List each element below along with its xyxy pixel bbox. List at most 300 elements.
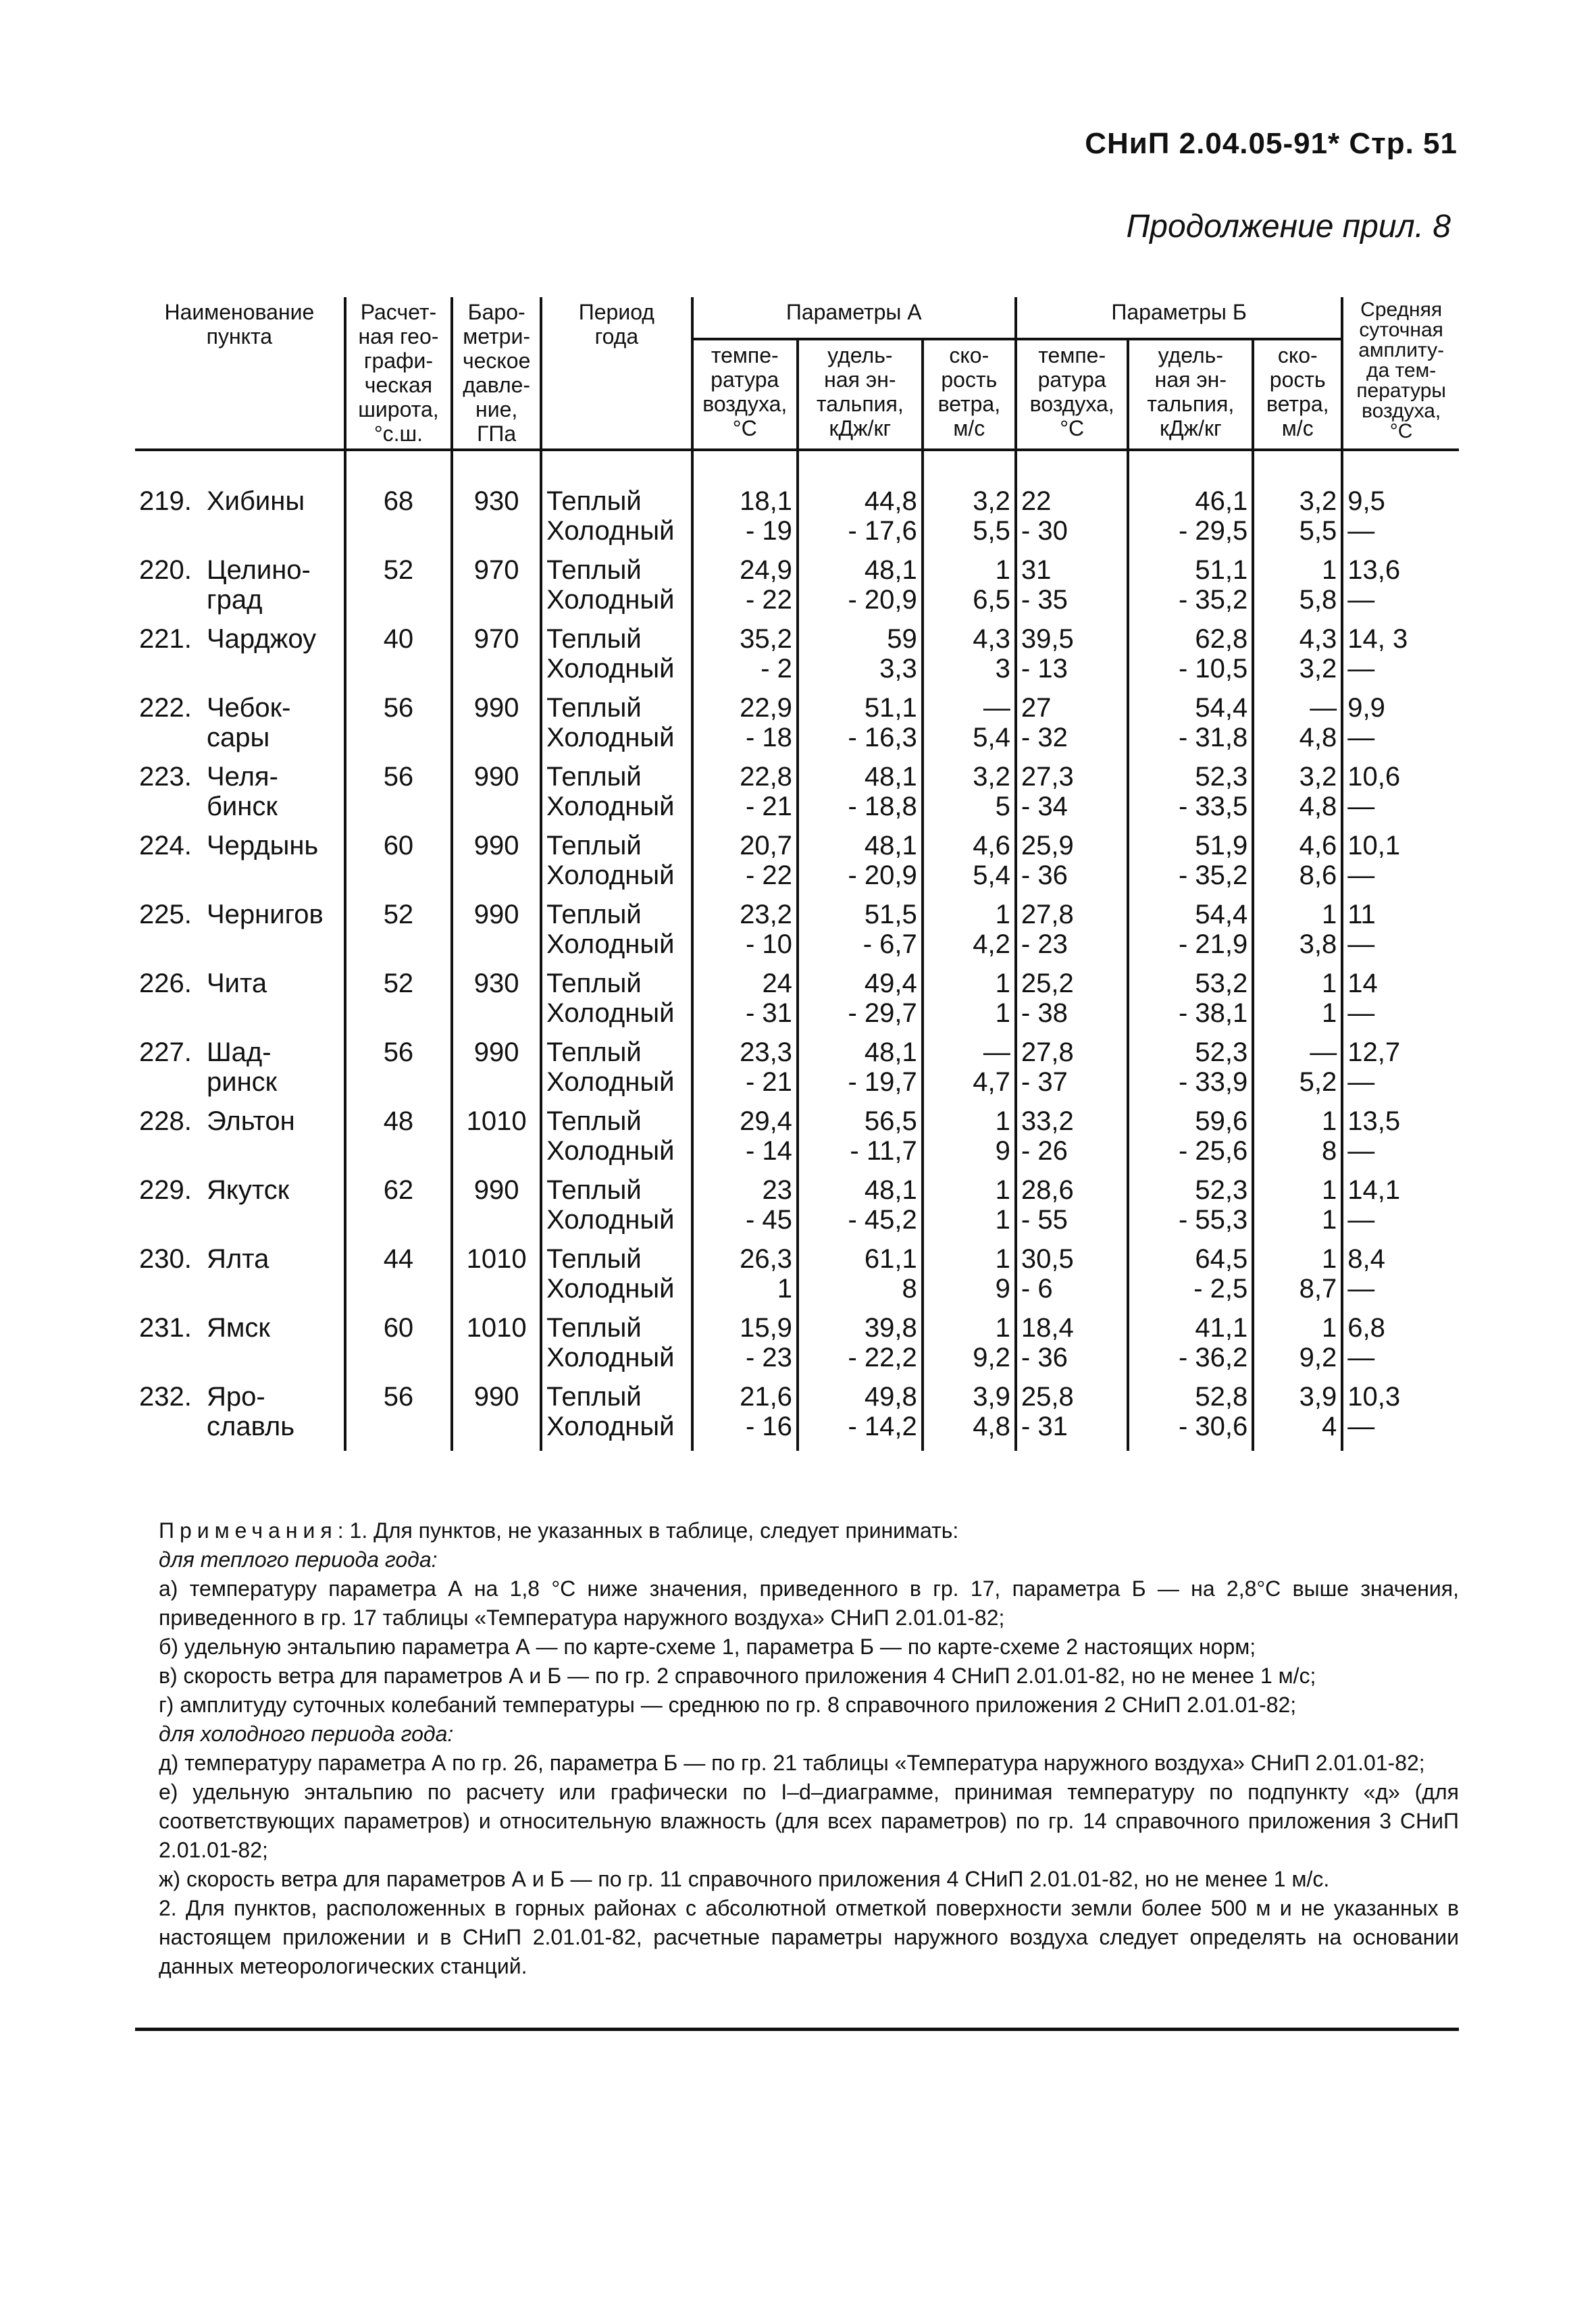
cell-amplitude-value: 11 (1347, 900, 1376, 929)
cell-enthalpy-b-value: 52,3 (1195, 1037, 1248, 1067)
station-name (207, 1175, 289, 1205)
header-line: ветра, (1266, 392, 1329, 416)
cell-temp-a-value: - 23 (746, 1343, 792, 1372)
cell-temp-a (692, 1313, 798, 1382)
cell-temp-b-value: 39,5 (1021, 624, 1074, 654)
cell-enthalpy-a-value: - 29,7 (848, 998, 917, 1028)
cell-enthalpy-a-value: 39,8 (864, 1313, 917, 1343)
header-line: ГПа (477, 421, 517, 446)
cell-wind-b-value: 5,2 (1299, 1067, 1337, 1097)
header-line: ная эн- (1154, 367, 1227, 392)
cell-amplitude-value: 14,1 (1347, 1175, 1401, 1205)
cell-latitude (345, 900, 452, 969)
cell-enthalpy-a (798, 1175, 923, 1244)
cell-temp-a-value: - 14 (746, 1136, 792, 1166)
cell-wind-b (1253, 624, 1342, 693)
cell-enthalpy-a-value: 51,5 (864, 900, 917, 929)
cell-temp-b (1016, 969, 1129, 1037)
cell-period-value: Холодный (546, 1343, 675, 1372)
cell-temp-b-value: - 38 (1021, 998, 1068, 1028)
cell-enthalpy-a-value: 51,1 (864, 693, 917, 723)
station-number: 231. (139, 1313, 192, 1343)
station-name-line: сары (207, 723, 270, 752)
cell-pressure-value: 990 (473, 693, 519, 723)
cell-wind-b-value: 1 (1322, 1106, 1337, 1136)
cell-wind-a (923, 1382, 1016, 1451)
station-name (207, 1313, 270, 1343)
cell-enthalpy-a (798, 762, 923, 831)
cell-wind-b-value: 3,9 (1299, 1382, 1337, 1412)
cell-station (135, 1313, 345, 1382)
cell-enthalpy-a-value: - 20,9 (848, 860, 917, 890)
station-name-line: Яро- (207, 1382, 265, 1412)
station-name-line: Целино- (207, 555, 311, 585)
cell-period-value: Теплый (546, 486, 642, 516)
cell-temp-a (692, 1175, 798, 1244)
station-name (207, 555, 311, 615)
cell-amplitude-value: — (1347, 1412, 1375, 1441)
cell-wind-a-value: 4,6 (973, 831, 1010, 860)
cell-pressure-value: 1010 (466, 1244, 527, 1274)
cell-temp-a (692, 624, 798, 693)
cell-pressure-value: 990 (473, 900, 519, 929)
cell-period-value: Теплый (546, 555, 642, 585)
header-line: кДж/кг (1160, 416, 1222, 440)
cell-latitude (345, 1106, 452, 1175)
cell-enthalpy-b-value: - 33,9 (1178, 1067, 1248, 1097)
cell-enthalpy-b (1128, 1244, 1253, 1313)
header-line: давле- (463, 373, 531, 397)
cell-latitude-value: 56 (383, 762, 414, 792)
cell-enthalpy-a-value: 59 (887, 624, 917, 654)
cell-wind-b-value: 1 (1322, 969, 1337, 998)
cell-temp-a (692, 693, 798, 762)
station-name-line: Эльтон (207, 1106, 295, 1136)
station-number: 230. (139, 1244, 192, 1274)
cell-temp-b-value: - 55 (1021, 1205, 1068, 1235)
cell-temp-a-value: 26,3 (740, 1244, 792, 1274)
cell-temp-a-value: 22,9 (740, 693, 792, 723)
table-row (135, 693, 1459, 762)
station-name-line: град (207, 585, 263, 615)
cell-wind-a-value: 3,2 (973, 486, 1010, 516)
cell-wind-b-value: 8,6 (1299, 860, 1337, 890)
cell-enthalpy-b-value: - 31,8 (1178, 723, 1248, 752)
table-row (135, 1382, 1459, 1451)
cell-wind-b-value: 4 (1322, 1412, 1337, 1441)
cell-enthalpy-b (1128, 900, 1253, 969)
header-enthalpy-a (798, 339, 923, 450)
cell-temp-b (1016, 1175, 1129, 1244)
cell-pressure-value: 990 (473, 1037, 519, 1067)
cell-wind-b (1253, 1175, 1342, 1244)
cell-wind-b (1253, 969, 1342, 1037)
table-row (135, 1106, 1459, 1175)
header-line: ная эн- (824, 367, 896, 392)
header-line: метри- (463, 324, 530, 349)
cell-temp-b-value: 27,8 (1021, 900, 1074, 929)
cell-temp-a-value: - 45 (746, 1205, 792, 1235)
cell-enthalpy-b-value: - 21,9 (1178, 929, 1248, 959)
header-line: ческое (462, 349, 531, 373)
cell-latitude-value: 68 (383, 486, 414, 516)
header-line: воздуха, (1029, 392, 1114, 416)
cell-period (541, 1175, 692, 1244)
cell-temp-b-value: 25,8 (1021, 1382, 1074, 1412)
cell-period-value: Теплый (546, 1244, 642, 1274)
cell-temp-b-value: - 36 (1021, 1343, 1068, 1372)
cell-amplitude (1342, 1244, 1459, 1313)
cell-amplitude (1342, 969, 1459, 1037)
cell-wind-a (923, 969, 1016, 1037)
cell-temp-b-value: 31 (1021, 555, 1052, 585)
cell-amplitude-value: 12,7 (1347, 1037, 1401, 1067)
cell-temp-b-value: 27,8 (1021, 1037, 1074, 1067)
cell-enthalpy-b-value: 41,1 (1195, 1313, 1248, 1343)
header-latitude (345, 297, 452, 450)
cell-pressure-value: 990 (473, 762, 519, 792)
bottom-rule (135, 2028, 1459, 2031)
cell-pressure-value: 990 (473, 831, 519, 860)
header-line: рость (1269, 367, 1326, 392)
note-1-text: : 1. Для пунктов, не указанных в таблице, следует принимать: (337, 1518, 959, 1543)
cell-enthalpy-b (1128, 831, 1253, 900)
cell-wind-b-value: 4,3 (1299, 624, 1337, 654)
cell-amplitude-value: 10,6 (1347, 762, 1401, 792)
cell-amplitude (1342, 1313, 1459, 1382)
header-line: пературы (1356, 380, 1446, 402)
cell-amplitude-value: — (1347, 723, 1375, 752)
cell-temp-b (1016, 1037, 1129, 1106)
station-name-line: Ялта (207, 1244, 269, 1274)
cell-enthalpy-a (798, 1382, 923, 1451)
cell-amplitude (1342, 1175, 1459, 1244)
cell-latitude (345, 624, 452, 693)
note-g: г) амплитуду суточных колебаний температуры — среднюю по гр. 8 справочного приложения 2 СНиП 2.01.01-82; (159, 1693, 1297, 1717)
cell-wind-b-value: 1 (1322, 1175, 1337, 1205)
cell-latitude-value: 56 (383, 693, 414, 723)
header-line: м/с (953, 416, 985, 440)
cell-temp-a (692, 450, 798, 555)
cell-wind-a (923, 624, 1016, 693)
cell-enthalpy-b-value: - 36,2 (1178, 1343, 1248, 1372)
cell-pressure (452, 969, 541, 1037)
station-name-line: Чернигов (207, 900, 324, 929)
station-number: 219. (139, 486, 192, 516)
cell-temp-b (1016, 1106, 1129, 1175)
cell-temp-a-value: - 18 (746, 723, 792, 752)
cell-period-value: Теплый (546, 693, 642, 723)
header-line: темпе- (1038, 343, 1106, 367)
header-line: ско- (1277, 343, 1318, 367)
station-number: 223. (139, 762, 192, 792)
cell-pressure-value: 930 (473, 969, 519, 998)
cell-enthalpy-a-value: 48,1 (864, 1175, 917, 1205)
cell-enthalpy-a-value: - 45,2 (848, 1205, 917, 1235)
cell-wind-a-value: 3,9 (973, 1382, 1010, 1412)
cell-period-value: Теплый (546, 1037, 642, 1067)
cell-period-value: Холодный (546, 1136, 675, 1166)
cell-enthalpy-b (1128, 450, 1253, 555)
cell-pressure (452, 1382, 541, 1451)
cell-amplitude-value: — (1347, 1205, 1375, 1235)
cell-station (135, 555, 345, 624)
cell-temp-a-value: 23 (762, 1175, 792, 1205)
cell-latitude (345, 1037, 452, 1106)
cell-temp-a-value: - 21 (746, 792, 792, 821)
cell-enthalpy-b-value: 59,6 (1195, 1106, 1248, 1136)
cell-amplitude-value: — (1347, 1343, 1375, 1372)
note-1 (135, 1516, 1459, 1545)
cell-enthalpy-b-value: - 55,3 (1178, 1205, 1248, 1235)
cell-latitude (345, 969, 452, 1037)
header-line: ско- (949, 343, 989, 367)
cell-wind-b-value: 3,2 (1299, 762, 1337, 792)
cell-temp-a (692, 1037, 798, 1106)
cell-enthalpy-b (1128, 555, 1253, 624)
notes-section (135, 1516, 1459, 1981)
header-enthalpy-b (1128, 339, 1253, 450)
cell-wind-a-value: 1 (995, 1205, 1010, 1235)
cell-enthalpy-b-value: - 35,2 (1178, 585, 1248, 615)
climate-parameters-table (135, 297, 1459, 1451)
cell-station (135, 624, 345, 693)
cell-latitude (345, 1382, 452, 1451)
cell-wind-b (1253, 555, 1342, 624)
cell-temp-b (1016, 450, 1129, 555)
cell-wind-a-value: 3 (995, 654, 1010, 684)
cell-wind-a-value: 5,5 (973, 516, 1010, 546)
cell-temp-a-value: 24,9 (740, 555, 792, 585)
header-line: пункта (206, 324, 273, 349)
cell-wind-a-value: 5 (995, 792, 1010, 821)
cell-temp-a (692, 969, 798, 1037)
cell-wind-b-value: — (1310, 693, 1337, 723)
cell-wind-b-value: 8 (1322, 1136, 1337, 1166)
cell-pressure-value: 1010 (466, 1106, 527, 1136)
note-b: б) удельную энтальпию параметра А — по карте-схеме 1, параметра Б — по карте-схеме 2 настоящих норм; (159, 1635, 1256, 1659)
cell-period (541, 555, 692, 624)
cell-temp-a (692, 900, 798, 969)
header-line: ратура (1037, 367, 1106, 392)
header-line: воздуха, (1362, 400, 1441, 422)
cell-enthalpy-a-value: 44,8 (864, 486, 917, 516)
cell-amplitude (1342, 1382, 1459, 1451)
station-name (207, 624, 316, 654)
cell-wind-a (923, 1313, 1016, 1382)
cell-wind-b-value: 8,7 (1299, 1274, 1337, 1304)
cell-enthalpy-b (1128, 969, 1253, 1037)
station-number: 221. (139, 624, 192, 654)
cell-wind-b (1253, 1106, 1342, 1175)
cell-wind-b-value: 4,8 (1299, 792, 1337, 821)
cell-enthalpy-b-value: - 35,2 (1178, 860, 1248, 890)
station-number: 229. (139, 1175, 192, 1205)
table-row (135, 900, 1459, 969)
cell-enthalpy-a-value: - 16,3 (848, 723, 917, 752)
station-number: 224. (139, 831, 192, 860)
cell-pressure (452, 900, 541, 969)
cell-wind-a (923, 1037, 1016, 1106)
cell-temp-a-value: - 16 (746, 1412, 792, 1441)
cell-period (541, 762, 692, 831)
cell-wind-a (923, 555, 1016, 624)
cell-wind-b (1253, 1244, 1342, 1313)
header-pressure (452, 297, 541, 450)
station-name (207, 486, 305, 516)
cell-amplitude (1342, 693, 1459, 762)
header-params-b: Параметры Б (1016, 297, 1342, 339)
cell-latitude-value: 48 (383, 1106, 414, 1136)
header-line: ветра, (937, 392, 1001, 416)
cell-enthalpy-b-value: 46,1 (1195, 486, 1248, 516)
table-row (135, 969, 1459, 1037)
cell-temp-b (1016, 831, 1129, 900)
cell-latitude (345, 1175, 452, 1244)
header-line: °С (1060, 416, 1085, 440)
cell-latitude (345, 555, 452, 624)
cell-enthalpy-a (798, 1106, 923, 1175)
cell-pressure (452, 831, 541, 900)
station-name (207, 1382, 294, 1441)
cell-temp-a-value: 21,6 (740, 1382, 792, 1412)
cell-enthalpy-b (1128, 693, 1253, 762)
cell-enthalpy-a-value: - 18,8 (848, 792, 917, 821)
cell-wind-a-value: — (983, 1037, 1010, 1067)
cell-wind-a (923, 762, 1016, 831)
cell-amplitude (1342, 450, 1459, 555)
cell-temp-b-value: - 30 (1021, 516, 1068, 546)
cell-temp-a-value: 1 (777, 1274, 792, 1304)
cell-enthalpy-b (1128, 1106, 1253, 1175)
cell-temp-b-value: 25,2 (1021, 969, 1074, 998)
cell-latitude-value: 56 (383, 1382, 414, 1412)
cell-enthalpy-b-value: 52,3 (1195, 762, 1248, 792)
cell-amplitude-value: 8,4 (1347, 1244, 1385, 1274)
header-temp-b (1016, 339, 1129, 450)
cell-period-value: Холодный (546, 516, 675, 546)
cell-enthalpy-a-value: - 6,7 (863, 929, 917, 959)
cell-latitude-value: 52 (383, 969, 414, 998)
header-line: года (594, 324, 639, 349)
cell-amplitude (1342, 624, 1459, 693)
cell-enthalpy-b (1128, 1175, 1253, 1244)
cell-period-value: Холодный (546, 654, 675, 684)
cell-wind-a-value: 6,5 (973, 585, 1010, 615)
cell-amplitude-value: — (1347, 792, 1375, 821)
note-e: е) удельную энтальпию по расчету или графически по I–d–диаграмме, принимая температуру по подпункту «д» (для соответствующих параметров) и относительную влажность (для всех параметров) по гр. 14 справочного приложения 3 СНиП 2.01.01-82; (159, 1780, 1459, 1862)
cell-amplitude-value: — (1347, 516, 1375, 546)
header-line: Средняя (1360, 299, 1443, 321)
cell-pressure (452, 1175, 541, 1244)
cell-period (541, 1382, 692, 1451)
station-number: 222. (139, 693, 192, 723)
cell-amplitude-value: 6,8 (1347, 1313, 1385, 1343)
cell-period-value: Холодный (546, 929, 675, 959)
cell-temp-b-value: - 31 (1021, 1412, 1068, 1441)
cell-wind-b-value: 4,6 (1299, 831, 1337, 860)
cell-enthalpy-a-value: 48,1 (864, 555, 917, 585)
cell-enthalpy-a (798, 1313, 923, 1382)
station-name (207, 693, 290, 752)
cell-period-value: Теплый (546, 1106, 642, 1136)
station-name-line: Чита (207, 969, 267, 998)
cell-period (541, 1037, 692, 1106)
cell-enthalpy-a (798, 450, 923, 555)
header-line: м/с (1281, 416, 1314, 440)
header-amplitude (1342, 297, 1459, 450)
cell-temp-a-value: 24 (762, 969, 792, 998)
cell-temp-b-value: - 37 (1021, 1067, 1068, 1097)
table-row (135, 624, 1459, 693)
cell-period-value: Холодный (546, 792, 675, 821)
cell-wind-b (1253, 762, 1342, 831)
cell-enthalpy-b-value: - 30,6 (1178, 1412, 1248, 1441)
cell-wind-b (1253, 450, 1342, 555)
cell-period (541, 1313, 692, 1382)
station-number: 228. (139, 1106, 192, 1136)
cell-temp-a (692, 762, 798, 831)
station-name (207, 1037, 277, 1097)
cell-temp-b-value: - 35 (1021, 585, 1068, 615)
cell-station (135, 762, 345, 831)
cell-pressure-value: 930 (473, 486, 519, 516)
header-line: ние, (475, 397, 518, 421)
cell-wind-a-value: 4,8 (973, 1412, 1010, 1441)
cell-amplitude-value: — (1347, 1136, 1375, 1166)
cell-period-value: Теплый (546, 969, 642, 998)
station-number: 226. (139, 969, 192, 998)
station-name-line: Хибины (207, 486, 305, 516)
station-name-line: бинск (207, 792, 278, 821)
cell-temp-a-value: - 21 (746, 1067, 792, 1097)
cell-wind-b-value: 1 (1322, 900, 1337, 929)
table-row (135, 555, 1459, 624)
cell-enthalpy-a (798, 831, 923, 900)
station-name-line: Чердынь (207, 831, 319, 860)
cell-pressure-value: 970 (473, 555, 519, 585)
header-line: удель- (1158, 343, 1223, 367)
header-line: Баро- (467, 300, 525, 324)
station-number: 232. (139, 1382, 192, 1412)
cell-amplitude-value: — (1347, 860, 1375, 890)
cell-period (541, 1106, 692, 1175)
cell-pressure (452, 1244, 541, 1313)
table-row (135, 762, 1459, 831)
cell-period-value: Теплый (546, 1175, 642, 1205)
cell-wind-a-value: 1 (995, 1313, 1010, 1343)
cell-period-value: Теплый (546, 1313, 642, 1343)
station-name-line: Шад- (207, 1037, 272, 1067)
station-name (207, 1244, 269, 1274)
cell-enthalpy-b-value: - 33,5 (1178, 792, 1248, 821)
cell-enthalpy-b-value: - 2,5 (1193, 1274, 1248, 1304)
note-zh: ж) скорость ветра для параметров А и Б — по гр. 11 справочного приложения 4 СНиП 2.01.01-82, но не менее 1 м/с. (159, 1867, 1330, 1891)
header-line: тальпия, (816, 392, 904, 416)
cell-latitude (345, 831, 452, 900)
cell-enthalpy-a-value: 8 (902, 1274, 917, 1304)
header-line: ческая (364, 373, 433, 397)
cell-wind-a (923, 1244, 1016, 1313)
cell-temp-b (1016, 693, 1129, 762)
cell-enthalpy-b-value: 64,5 (1195, 1244, 1248, 1274)
cell-latitude-value: 62 (383, 1175, 414, 1205)
cell-wind-a-value: 9,2 (973, 1343, 1010, 1372)
cell-wind-a-value: 5,4 (973, 723, 1010, 752)
station-name-line: Якутск (207, 1175, 290, 1205)
header-name (135, 297, 345, 450)
cell-station (135, 831, 345, 900)
